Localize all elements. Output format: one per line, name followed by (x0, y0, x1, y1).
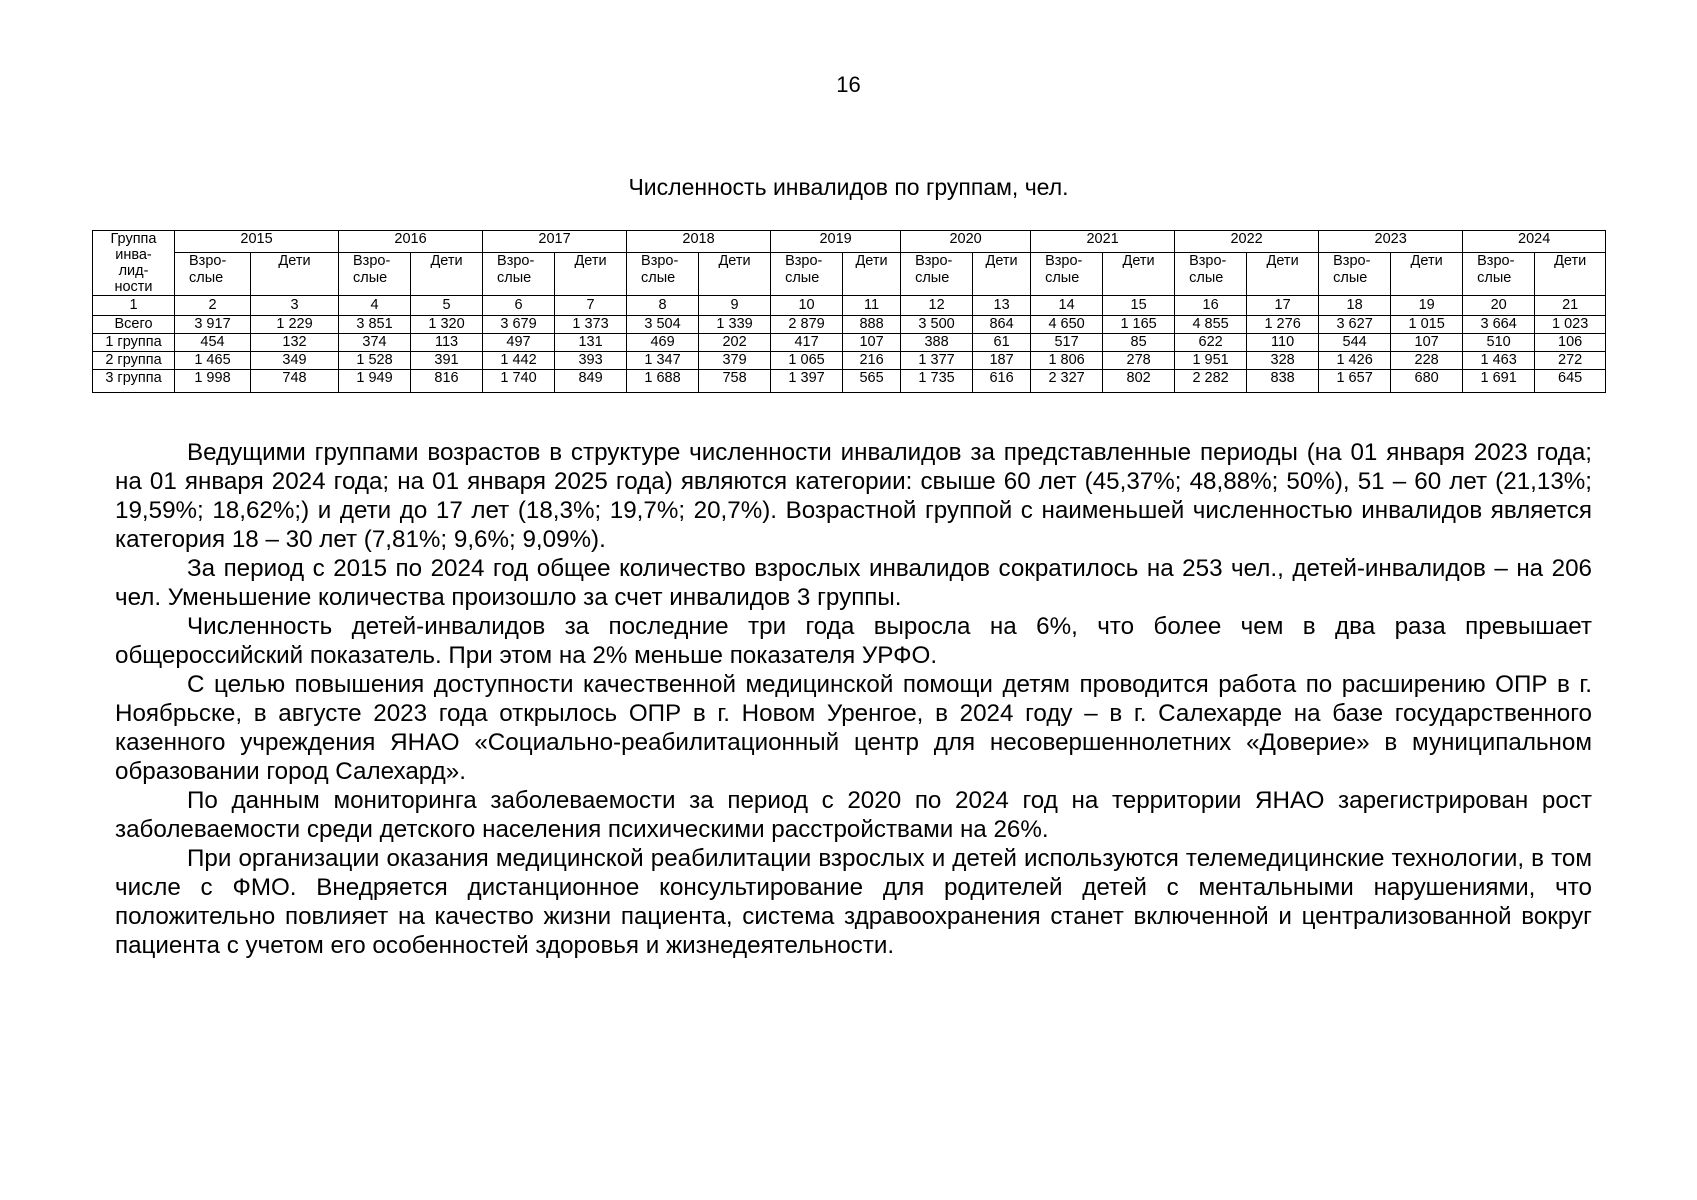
table-cell: 645 (1535, 370, 1606, 393)
table-cell: 1 065 (771, 352, 843, 370)
column-number: 17 (1247, 296, 1319, 316)
header-line: Взро- (497, 253, 535, 270)
column-number: 15 (1103, 296, 1175, 316)
table-cell: 1 528 (339, 352, 411, 370)
table-row (93, 352, 1606, 370)
table-cell: 849 (555, 370, 627, 393)
adults-header (901, 253, 973, 296)
table-cell: 388 (901, 334, 973, 352)
children-header: Дети (555, 253, 627, 296)
header-line: Взро- (641, 253, 679, 270)
table-cell: 1 688 (627, 370, 699, 393)
column-number-row (93, 296, 1606, 316)
column-number: 21 (1535, 296, 1606, 316)
header-line: лид- (118, 263, 149, 279)
table-cell: 517 (1031, 334, 1103, 352)
table-cell: 85 (1103, 334, 1175, 352)
table-cell: 278 (1103, 352, 1175, 370)
column-number: 7 (555, 296, 627, 316)
table-cell: 1 397 (771, 370, 843, 393)
table-cell: 272 (1535, 352, 1606, 370)
column-number: 3 (251, 296, 339, 316)
table-cell: 3 679 (483, 316, 555, 334)
children-header: Дети (1391, 253, 1463, 296)
table-cell: 1 320 (411, 316, 483, 334)
table-cell: 1 998 (175, 370, 251, 393)
header-line: слые (1333, 270, 1368, 287)
group-header (93, 231, 175, 296)
table-cell: 1 691 (1463, 370, 1535, 393)
year-header: 2016 (339, 231, 483, 253)
page-number: 16 (836, 72, 861, 97)
table-cell: 748 (251, 370, 339, 393)
table-cell: 565 (843, 370, 901, 393)
column-number: 8 (627, 296, 699, 316)
table-cell: 1 377 (901, 352, 973, 370)
header-line: слые (1477, 270, 1512, 287)
table-cell: 680 (1391, 370, 1463, 393)
adults-header (1175, 253, 1247, 296)
children-header: Дети (1247, 253, 1319, 296)
children-header: Дети (843, 253, 901, 296)
children-header: Дети (251, 253, 339, 296)
header-line: Взро- (353, 253, 391, 270)
header-line: Взро- (1045, 253, 1083, 270)
paragraph: За период с 2015 по 2024 год общее количество взрослых инвалидов сократилось на 253 чел., детей-инвалидов – на 206 чел. Уменьшение количества произошло за счет инвалидов 3 группы. (115, 555, 1592, 611)
table-cell: 3 917 (175, 316, 251, 334)
column-number: 2 (175, 296, 251, 316)
children-header: Дети (699, 253, 771, 296)
header-line: слые (641, 270, 676, 287)
table-cell: 107 (1391, 334, 1463, 352)
table-row (93, 316, 1606, 334)
table-row (93, 334, 1606, 352)
table-cell: 758 (699, 370, 771, 393)
paragraph: При организации оказания медицинской реабилитации взрослых и детей используются телемедицинские технологии, в том числе с ФМО. Внедряется дистанционное консультирование для родителей детей с ментальными нарушениями, что положительно повлияет на качество жизни пациента, система здравоохранения станет включенной и централизованной вокруг пациента с учетом его особенностей здоровья и жизнедеятельности. (115, 845, 1592, 959)
children-header: Дети (411, 253, 483, 296)
header-line: слые (915, 270, 950, 287)
header-line: Взро- (915, 253, 953, 270)
table-cell: 1 023 (1535, 316, 1606, 334)
table-cell: 202 (699, 334, 771, 352)
year-header: 2024 (1463, 231, 1606, 253)
column-number: 5 (411, 296, 483, 316)
header-line: слые (1189, 270, 1224, 287)
year-header: 2018 (627, 231, 771, 253)
table-cell: 1 735 (901, 370, 973, 393)
table-cell: 816 (411, 370, 483, 393)
table-cell: 1 229 (251, 316, 339, 334)
column-number: 18 (1319, 296, 1391, 316)
table-cell: 1 339 (699, 316, 771, 334)
row-label: 1 группа (93, 334, 175, 352)
table-cell: 131 (555, 334, 627, 352)
year-header: 2019 (771, 231, 901, 253)
row-label: Всего (93, 316, 175, 334)
header-line: ности (114, 279, 153, 295)
table-cell: 616 (973, 370, 1031, 393)
column-number: 4 (339, 296, 411, 316)
table-cell: 544 (1319, 334, 1391, 352)
table-cell: 802 (1103, 370, 1175, 393)
column-number: 1 (93, 296, 175, 316)
year-header: 2023 (1319, 231, 1463, 253)
table-cell: 106 (1535, 334, 1606, 352)
paragraph: По данным мониторинга заболеваемости за период с 2020 по 2024 год на территории ЯНАО зарегистрирован рост заболеваемости среди детского населения психическими расстройствами на 26%. (115, 787, 1592, 843)
column-number: 20 (1463, 296, 1535, 316)
row-label: 3 группа (93, 370, 175, 393)
table-cell: 391 (411, 352, 483, 370)
column-number: 19 (1391, 296, 1463, 316)
table-cell: 417 (771, 334, 843, 352)
header-line: инва- (115, 247, 152, 263)
header-line: слые (1045, 270, 1080, 287)
table-cell: 328 (1247, 352, 1319, 370)
table-cell: 132 (251, 334, 339, 352)
table-cell: 1 276 (1247, 316, 1319, 334)
disability-groups-table (92, 230, 1606, 393)
children-header: Дети (973, 253, 1031, 296)
column-number: 10 (771, 296, 843, 316)
table-cell: 216 (843, 352, 901, 370)
paragraph: Ведущими группами возрастов в структуре численности инвалидов за представленные периоды (на 01 января 2023 года; на 01 января 2024 года; на 01 января 2025 года) являются категории: свыше 60 лет (45,37%; 48,88%; 50%), 51 – 60 лет (21,13%; 19,59%; 18,62%;) и дети до 17 лет (18,3%; 19,7%; 20,7%). Возрастной группой с наименьшей численностью инвалидов является категория 18 – 30 лет (7,81%; 9,6%; 9,09%). (115, 439, 1592, 553)
table-cell: 497 (483, 334, 555, 352)
header-line: Взро- (1477, 253, 1515, 270)
table-cell: 187 (973, 352, 1031, 370)
column-number: 14 (1031, 296, 1103, 316)
header-line: слые (497, 270, 532, 287)
adults-header (1319, 253, 1391, 296)
table-cell: 349 (251, 352, 339, 370)
column-number: 16 (1175, 296, 1247, 316)
table-row (93, 370, 1606, 393)
year-header: 2017 (483, 231, 627, 253)
table-cell: 469 (627, 334, 699, 352)
year-header: 2015 (175, 231, 339, 253)
table-cell: 1 015 (1391, 316, 1463, 334)
header-line: Взро- (189, 253, 227, 270)
header-line: Взро- (785, 253, 823, 270)
table-cell: 4 855 (1175, 316, 1247, 334)
table-cell: 3 500 (901, 316, 973, 334)
table-cell: 1 426 (1319, 352, 1391, 370)
column-number: 13 (973, 296, 1031, 316)
table-cell: 3 851 (339, 316, 411, 334)
table-cell: 107 (843, 334, 901, 352)
header-line: Взро- (1189, 253, 1227, 270)
table-title: Численность инвалидов по группам, чел. (628, 174, 1069, 200)
table-cell: 838 (1247, 370, 1319, 393)
adults-header (771, 253, 843, 296)
column-number: 6 (483, 296, 555, 316)
table-cell: 228 (1391, 352, 1463, 370)
table-cell: 1 465 (175, 352, 251, 370)
table-cell: 110 (1247, 334, 1319, 352)
year-header: 2021 (1031, 231, 1175, 253)
table-cell: 2 282 (1175, 370, 1247, 393)
adults-header (1031, 253, 1103, 296)
table-cell: 2 327 (1031, 370, 1103, 393)
table-cell: 1 951 (1175, 352, 1247, 370)
table-cell: 510 (1463, 334, 1535, 352)
column-number: 11 (843, 296, 901, 316)
row-label: 2 группа (93, 352, 175, 370)
header-row-subgroups (93, 253, 1606, 296)
paragraph: Численность детей-инвалидов за последние три года выросла на 6%, что более чем в два раза превышает общероссийский показатель. При этом на 2% меньше показателя УРФО. (115, 613, 1592, 669)
table-cell: 393 (555, 352, 627, 370)
header-line: слые (353, 270, 388, 287)
table-cell: 864 (973, 316, 1031, 334)
table-cell: 454 (175, 334, 251, 352)
table-cell: 3 627 (1319, 316, 1391, 334)
table-cell: 3 504 (627, 316, 699, 334)
children-header: Дети (1103, 253, 1175, 296)
table-cell: 1 463 (1463, 352, 1535, 370)
year-header: 2022 (1175, 231, 1319, 253)
year-header: 2020 (901, 231, 1031, 253)
paragraph: С целью повышения доступности качественной медицинской помощи детям проводится работа по расширению ОПР в г. Ноябрьске, в августе 2023 года открылось ОПР в г. Новом Уренгое, в 2024 году – в г. Салехарде на базе государственного казенного учреждения ЯНАО «Социально-реабилитационный центр для несовершеннолетних «Доверие» в муниципальном образовании город Салехард». (115, 671, 1592, 785)
table-cell: 1 347 (627, 352, 699, 370)
table-cell: 374 (339, 334, 411, 352)
table-cell: 2 879 (771, 316, 843, 334)
table-cell: 1 806 (1031, 352, 1103, 370)
header-line: слые (189, 270, 224, 287)
table-cell: 4 650 (1031, 316, 1103, 334)
table-cell: 1 442 (483, 352, 555, 370)
adults-header (483, 253, 555, 296)
column-number: 12 (901, 296, 973, 316)
table-cell: 3 664 (1463, 316, 1535, 334)
table-cell: 379 (699, 352, 771, 370)
table-cell: 888 (843, 316, 901, 334)
children-header: Дети (1535, 253, 1606, 296)
header-line: Взро- (1333, 253, 1371, 270)
table-cell: 1 949 (339, 370, 411, 393)
table-cell: 622 (1175, 334, 1247, 352)
table-cell: 1 373 (555, 316, 627, 334)
column-number: 9 (699, 296, 771, 316)
table-cell: 61 (973, 334, 1031, 352)
adults-header (627, 253, 699, 296)
table-cell: 1 740 (483, 370, 555, 393)
body-text (115, 438, 1592, 960)
table-cell: 1 165 (1103, 316, 1175, 334)
adults-header (175, 253, 251, 296)
header-line: Группа (110, 231, 157, 247)
header-row-years (93, 231, 1606, 253)
adults-header (339, 253, 411, 296)
adults-header (1463, 253, 1535, 296)
table-cell: 1 657 (1319, 370, 1391, 393)
header-line: слые (785, 270, 820, 287)
table-cell: 113 (411, 334, 483, 352)
